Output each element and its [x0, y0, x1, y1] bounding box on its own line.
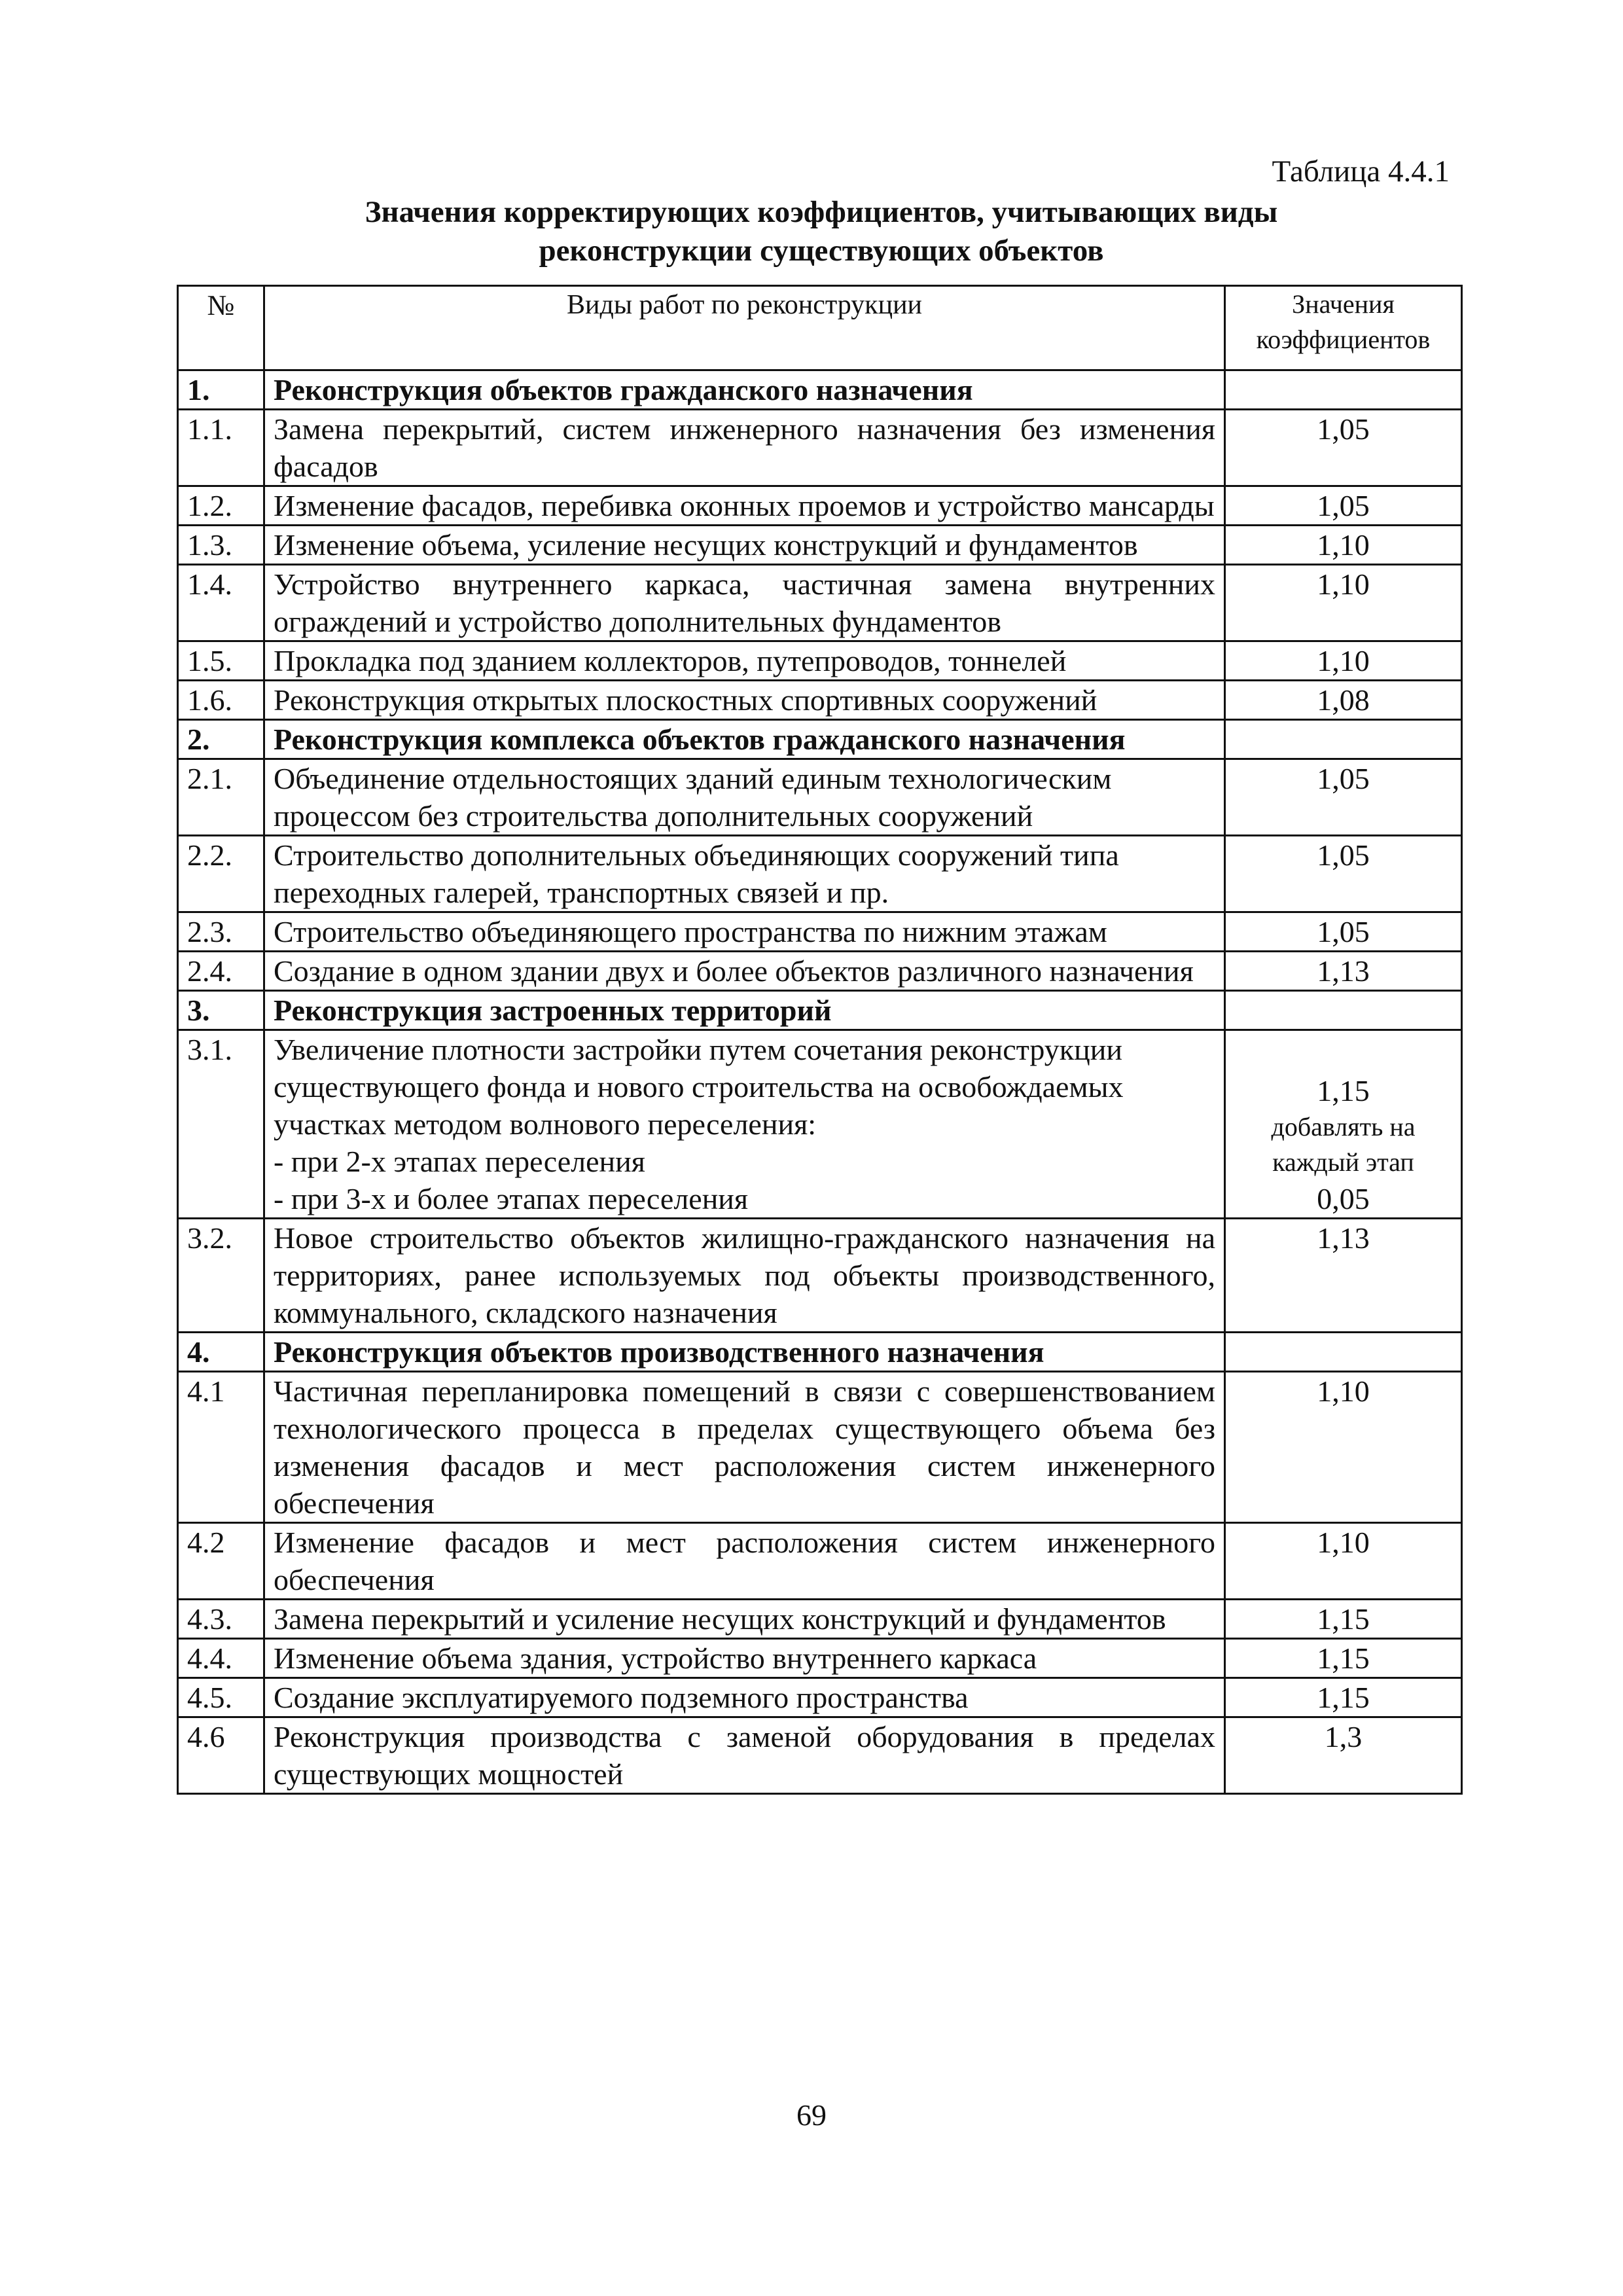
row-work-description: Прокладка под зданием коллекторов, путепроводов, тоннелей	[264, 641, 1225, 681]
column-header-values-line: Значения	[1292, 289, 1395, 319]
row-work-description: Объединение отдельностоящих зданий единым технологическим процессом без строительства дополнительных сооружений	[264, 759, 1225, 836]
section-title: Реконструкция объектов производственного назначения	[264, 1333, 1225, 1372]
row-number: 4.4.	[178, 1639, 264, 1678]
table-row	[178, 486, 1462, 526]
row-number: 2.	[178, 720, 264, 759]
row-work-subitem: - при 3-х и более этапах переселения	[274, 1182, 749, 1215]
row-number: 3.1.	[178, 1030, 264, 1219]
section-row	[178, 991, 1462, 1030]
row-number: 4.	[178, 1333, 264, 1372]
coefficients-table	[177, 285, 1463, 1795]
table-row	[178, 1372, 1462, 1523]
row-value: 1,13	[1225, 952, 1462, 991]
table-row	[178, 410, 1462, 486]
row-work-description: Изменение фасадов, перебивка оконных проемов и устройство мансарды	[264, 486, 1225, 526]
table-row	[178, 565, 1462, 641]
row-number: 2.2.	[178, 836, 264, 912]
row-value	[1225, 720, 1462, 759]
row-number: 2.1.	[178, 759, 264, 836]
row-work-description	[264, 1030, 1225, 1219]
column-header-values-line: коэффициентов	[1256, 325, 1431, 354]
row-value: 1,10	[1225, 1523, 1462, 1600]
table-label: Таблица 4.4.1	[1272, 154, 1450, 188]
row-value: 1,15	[1225, 1678, 1462, 1717]
row-work-text: Увеличение плотности застройки путем сочетания реконструкции существующего фонда и нового строительства на освобождаемых участках методом волнового переселения:	[274, 1033, 1124, 1141]
row-work-description: Изменение объема здания, устройство внутреннего каркаса	[264, 1639, 1225, 1678]
table-row	[178, 912, 1462, 952]
row-work-description: Создание эксплуатируемого подземного пространства	[264, 1678, 1225, 1717]
table-title-line: реконструкции существующих объектов	[539, 234, 1104, 268]
row-value: 1,10	[1225, 526, 1462, 565]
section-row	[178, 720, 1462, 759]
row-work-description: Замена перекрытий и усиление несущих конструкций и фундаментов	[264, 1600, 1225, 1639]
row-work-description: Создание в одном здании двух и более объектов различного назначения	[264, 952, 1225, 991]
row-number: 3.	[178, 991, 264, 1030]
row-value-main: 1,15	[1317, 1074, 1370, 1107]
row-value: 1,10	[1225, 1372, 1462, 1523]
table-row	[178, 836, 1462, 912]
row-value: 1,10	[1225, 641, 1462, 681]
row-number: 1.3.	[178, 526, 264, 565]
column-header-values	[1225, 286, 1462, 370]
row-number: 1.6.	[178, 681, 264, 720]
column-header-number: №	[178, 286, 264, 370]
section-title: Реконструкция объектов гражданского назначения	[264, 370, 1225, 410]
row-value: 1,3	[1225, 1717, 1462, 1794]
table-row	[178, 1030, 1462, 1219]
table-row	[178, 681, 1462, 720]
row-work-description: Замена перекрытий, систем инженерного назначения без изменения фасадов	[264, 410, 1225, 486]
row-number: 4.2	[178, 1523, 264, 1600]
row-value: 1,15	[1225, 1600, 1462, 1639]
row-work-description: Реконструкция производства с заменой оборудования в пределах существующих мощностей	[264, 1717, 1225, 1794]
row-number: 4.6	[178, 1717, 264, 1794]
row-value: 1,15	[1225, 1639, 1462, 1678]
table-row	[178, 1639, 1462, 1678]
row-number: 1.5.	[178, 641, 264, 681]
row-number: 2.3.	[178, 912, 264, 952]
table-title-line: Значения корректирующих коэффициентов, учитывающих виды	[365, 195, 1278, 229]
row-work-description: Строительство объединяющего пространства по нижним этажам	[264, 912, 1225, 952]
table-title	[177, 193, 1466, 270]
row-number: 2.4.	[178, 952, 264, 991]
row-value: 1,10	[1225, 565, 1462, 641]
section-title: Реконструкция комплекса объектов гражданского назначения	[264, 720, 1225, 759]
row-work-description: Частичная перепланировка помещений в связи с совершенствованием технологического процесса в пределах существующего объема без изменения фасадов и мест расположения систем инженерного обеспечения	[264, 1372, 1225, 1523]
table-row	[178, 1678, 1462, 1717]
row-value: 1,08	[1225, 681, 1462, 720]
row-value: 1,05	[1225, 759, 1462, 836]
table-header-row	[178, 286, 1462, 370]
section-row	[178, 1333, 1462, 1372]
table-row	[178, 1600, 1462, 1639]
row-value	[1225, 1030, 1462, 1219]
row-value	[1225, 1333, 1462, 1372]
row-work-description: Строительство дополнительных объединяющих сооружений типа переходных галерей, транспортных связей и пр.	[264, 836, 1225, 912]
row-number: 4.1	[178, 1372, 264, 1523]
row-work-description: Реконструкция открытых плоскостных спортивных сооружений	[264, 681, 1225, 720]
row-work-description: Устройство внутреннего каркаса, частичная замена внутренних ограждений и устройство дополнительных фундаментов	[264, 565, 1225, 641]
row-value: 1,05	[1225, 836, 1462, 912]
table-row	[178, 952, 1462, 991]
row-work-description: Новое строительство объектов жилищно-гражданского назначения на территориях, ранее используемых под объекты производственного, коммунального, складского назначения	[264, 1219, 1225, 1333]
row-value-extra: 0,05	[1317, 1182, 1370, 1215]
table-row	[178, 526, 1462, 565]
row-work-description: Изменение фасадов и мест расположения систем инженерного обеспечения	[264, 1523, 1225, 1600]
row-number: 3.2.	[178, 1219, 264, 1333]
row-value-note: добавлять на	[1271, 1112, 1416, 1141]
row-value: 1,13	[1225, 1219, 1462, 1333]
table-row	[178, 1523, 1462, 1600]
row-value: 1,05	[1225, 410, 1462, 486]
table-row	[178, 641, 1462, 681]
section-title: Реконструкция застроенных территорий	[264, 991, 1225, 1030]
row-work-description: Изменение объема, усиление несущих конструкций и фундаментов	[264, 526, 1225, 565]
row-number: 1.	[178, 370, 264, 410]
row-value	[1225, 991, 1462, 1030]
table-row	[178, 759, 1462, 836]
table-row	[178, 1717, 1462, 1794]
row-value	[1225, 370, 1462, 410]
row-number: 1.2.	[178, 486, 264, 526]
page-number: 69	[796, 2098, 827, 2132]
row-value: 1,05	[1225, 486, 1462, 526]
row-number: 1.4.	[178, 565, 264, 641]
row-number: 4.3.	[178, 1600, 264, 1639]
row-value: 1,05	[1225, 912, 1462, 952]
row-number: 4.5.	[178, 1678, 264, 1717]
column-header-works: Виды работ по реконструкции	[264, 286, 1225, 370]
row-work-subitem: - при 2-х этапах переселения	[274, 1145, 645, 1178]
row-value-note: каждый этап	[1272, 1147, 1414, 1177]
table-row	[178, 1219, 1462, 1333]
section-row	[178, 370, 1462, 410]
row-number: 1.1.	[178, 410, 264, 486]
